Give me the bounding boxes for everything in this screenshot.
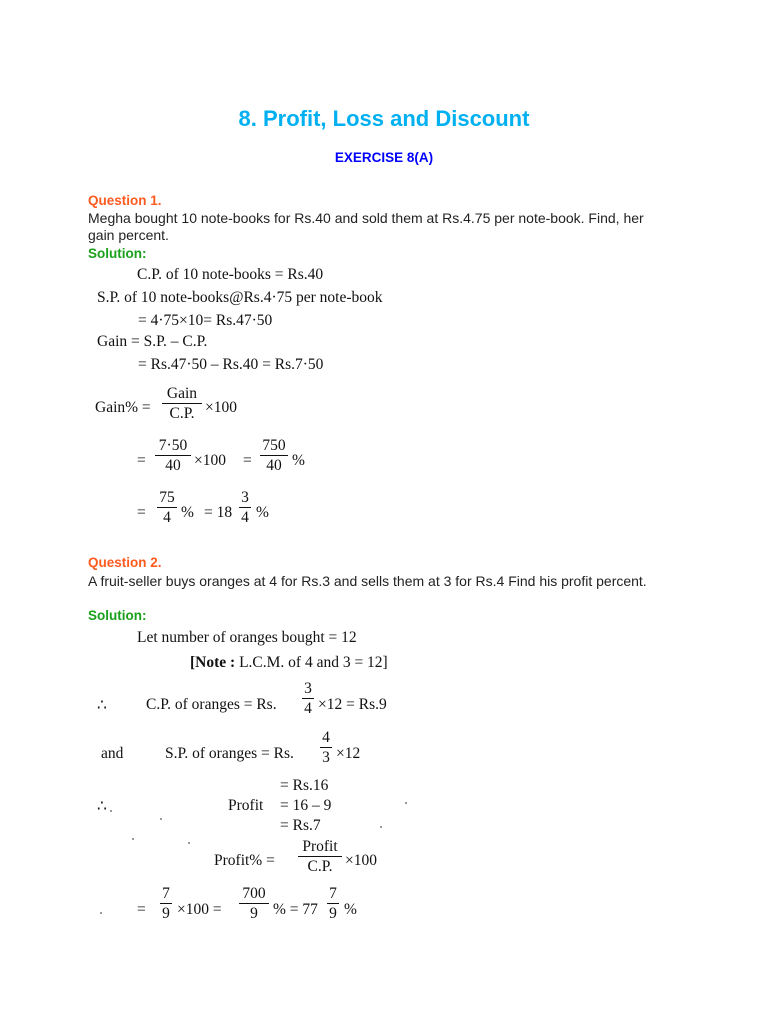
fraction-denominator: 3 [322,749,330,766]
scan-noise [188,842,190,844]
question-2-text: A fruit-seller buys oranges at 4 for Rs.3 and sells them at 3 for Rs.4 Find his profit percent. [88,573,647,589]
fraction-numerator: 7·50 [158,437,188,454]
q2-fraction-profit-over-cp [298,838,342,875]
scan-noise [380,826,382,828]
fraction-denominator: 9 [329,905,337,922]
q2-profit-label: Profit [228,797,264,814]
q1-solution-line-sp-value: = 4·75×10= Rs.47·50 [138,312,273,329]
fraction-denominator: C.P. [169,405,195,422]
q1-times-100-b: ×100 [194,452,226,469]
q1-fraction-750-40 [260,437,288,474]
fraction-numerator: 7 [162,885,170,902]
q2-sp-result: = Rs.16 [280,777,329,794]
q2-times-100: ×100 [345,852,377,869]
q2-percent-final: % [344,901,357,918]
q1-fraction-3-over-4 [239,489,251,526]
fraction-numerator: 700 [242,885,266,902]
fraction-bar [320,747,332,748]
q2-fraction-700-over-9 [239,885,269,922]
fraction-bar [302,698,314,699]
question-1-heading: Question 1. [88,193,162,208]
scan-noise [100,912,102,914]
q2-sp-label: S.P. of oranges = Rs. [165,745,294,762]
fraction-denominator: C.P. [307,858,333,875]
fraction-denominator: 4 [241,509,249,526]
q2-solution-line-let: Let number of oranges bought = 12 [137,629,357,646]
therefore-symbol: ∴ [97,697,107,714]
fraction-bar [160,903,172,904]
q2-cp-label: C.P. of oranges = Rs. [146,696,277,713]
q1-percent: % [292,452,305,469]
fraction-numerator: 3 [304,680,312,697]
fraction-numerator: Gain [166,385,198,402]
question-2-heading: Question 2. [88,555,162,570]
q1-fraction-gain-over-cp [162,385,202,422]
page-title: 8. Profit, Loss and Discount [238,106,530,131]
scan-noise [132,838,134,840]
therefore-symbol-2: ∴ [97,798,107,815]
q2-fraction-4-over-3 [320,729,332,766]
fraction-bar [239,903,269,904]
q1-mixed-whole: = 18 [204,504,233,521]
fraction-denominator: 4 [304,700,312,717]
fraction-bar [298,856,342,857]
q1-solution-line-gain-value: = Rs.47·50 – Rs.40 = Rs.7·50 [138,356,324,373]
fraction-bar [260,455,288,456]
q2-equals: = [137,901,146,918]
q2-profit-result: = Rs.7 [280,817,321,834]
q1-equals-c: = [137,504,146,521]
q2-and: and [101,745,124,762]
fraction-bar [239,507,251,508]
scan-noise [110,810,112,812]
fraction-denominator: 4 [163,509,171,526]
q2-note-text: L.C.M. of 4 and 3 = 12] [239,654,388,671]
q2-fraction-7-over-9-b [327,885,339,922]
q1-gain-percent-label: Gain% = [95,399,151,416]
q2-cp-result: ×12 = Rs.9 [318,696,387,713]
q1-fraction-750-over-40 [155,437,191,474]
q2-fraction-3-over-4 [302,680,314,717]
q1-fraction-75-over-4 [157,489,177,526]
fraction-numerator: Profit [302,838,338,855]
fraction-bar [162,403,202,404]
q1-solution-line-cp: C.P. of 10 note-books = Rs.40 [137,266,324,283]
q1-equals-b: = [243,452,252,469]
q2-times-100-equals: ×100 = [177,901,222,918]
q1-percent-c: % [256,504,269,521]
fraction-denominator: 40 [266,457,282,474]
fraction-bar [157,507,177,508]
q1-times-100: ×100 [205,399,237,416]
q2-note [190,654,388,672]
q2-profit-calc: = 16 – 9 [280,797,332,814]
q2-fraction-7-over-9 [160,885,172,922]
exercise-heading: EXERCISE 8(A) [334,150,434,165]
q1-solution-line-sp: S.P. of 10 note-books@Rs.4·75 per note-book [97,289,383,306]
fraction-bar [155,455,191,456]
fraction-denominator: 9 [250,905,258,922]
question-1-solution-label: Solution: [88,246,147,261]
q1-percent-b: % [181,504,194,521]
fraction-numerator: 75 [159,489,175,506]
question-1-text: Megha bought 10 note-books for Rs.40 and sold them at Rs.4.75 per note-book. Find, her gain percent. [88,210,644,243]
q2-profit-percent-label: Profit% = [214,852,275,869]
q2-percent-equals-77: % = 77 [273,901,318,918]
q2-note-label: [Note : [190,654,236,671]
fraction-numerator: 3 [241,489,249,506]
q2-sp-times-12: ×12 [336,745,361,762]
q1-equals: = [137,452,146,469]
scan-noise [405,802,407,804]
fraction-numerator: 7 [329,885,337,902]
fraction-numerator: 750 [262,437,286,454]
fraction-denominator: 40 [165,457,181,474]
question-2-solution-label: Solution: [88,608,147,623]
fraction-bar [327,903,339,904]
fraction-denominator: 9 [162,905,170,922]
fraction-numerator: 4 [322,729,330,746]
q1-solution-line-gain: Gain = S.P. – C.P. [97,333,208,350]
scan-noise [160,818,162,820]
